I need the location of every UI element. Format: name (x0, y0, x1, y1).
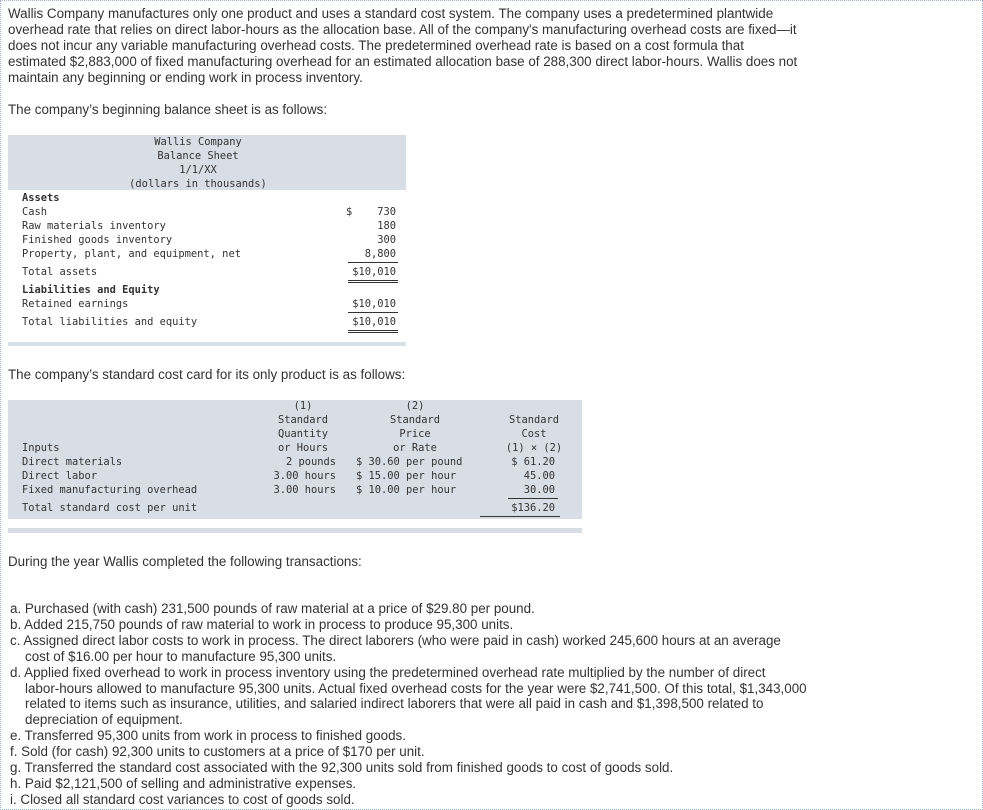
total-standard-cost-label: Total standard cost per unit (22, 502, 198, 514)
direct-materials-price: $ 30.60 per pound (356, 456, 463, 468)
transaction-line: related to items such as insurance, utilities, and salaried indirect laborers that were all paid in cash and $1,398,500 related to (25, 696, 764, 712)
ppe-underline (348, 262, 398, 263)
transaction-line: f. Sold (for cash) 92,300 units to customers at a price of $170 per unit. (10, 744, 425, 760)
col1-title-line: Standard (277, 414, 329, 426)
retained-earnings-underline (348, 312, 398, 313)
col2-title-line: Standard (389, 414, 441, 426)
raw-materials-value: 180 (377, 220, 396, 232)
direct-labor-label: Direct labor (22, 470, 98, 482)
intro-line: Wallis Company manufactures only one product and uses a standard cost system. The company uses a predetermined plantwide (8, 6, 774, 21)
fixed-overhead-underline (508, 498, 558, 499)
list-item (10, 792, 910, 808)
transaction-line: b. Added 215,750 pounds of raw material to work in process to produce 95,300 units. (10, 616, 514, 632)
liabilities-equity-heading: Liabilities and Equity (22, 284, 160, 296)
direct-materials-quantity: 2 pounds (285, 456, 336, 468)
cost-card-intro: The company’s standard cost card for its only product is as follows: (8, 367, 406, 382)
total-assets-label: Total assets (22, 266, 98, 278)
transaction-line: cost of $16.00 per hour to manufacture 95,300 units. (25, 648, 337, 664)
transaction-line: g. Transferred the standard cost associated with the 92,300 units sold from finished goods to cost of goods sold. (10, 760, 674, 776)
intro-line: does not incur any variable manufacturing overhead costs. The predetermined overhead rate is based on a cost formula that (8, 38, 744, 53)
cash-dollar-sign: $ (346, 206, 353, 218)
direct-labor-rate: $ 15.00 per hour (356, 470, 457, 482)
total-le-underline (348, 330, 398, 331)
statement-name: Balance Sheet (157, 150, 239, 162)
ppe-label: Property, plant, and equipment, net (22, 248, 241, 260)
transaction-line: e. Transferred 95,300 units from work in process to finished goods. (10, 728, 406, 744)
col2-number: (2) (405, 400, 425, 412)
list-item (10, 744, 910, 760)
list-item (10, 665, 910, 729)
list-item (10, 776, 910, 792)
intro-line: estimated $2,883,000 of fixed manufacturing overhead for an estimated allocation base of 288,300 direct labor-hours. Wallis does not (8, 54, 798, 69)
fixed-overhead-hours: 3.00 hours (273, 484, 336, 496)
list-item (10, 617, 910, 633)
ppe-value: 8,800 (364, 248, 396, 260)
statement-date: 1/1/XX (179, 164, 217, 176)
transaction-line: c. Assigned direct labor costs to work in process. The direct laborers (who were paid in cash) worked 245,600 hours at an average (10, 632, 781, 648)
transaction-line: d. Applied fixed overhead to work in process inventory using the predetermined overhead rate multiplied by the number of direct (10, 664, 766, 680)
list-item (10, 728, 910, 744)
statement-units: (dollars in thousands) (129, 178, 267, 190)
standard-cost-card-table (8, 400, 582, 534)
intro-paragraph (8, 6, 908, 86)
direct-labor-hours: 3.00 hours (273, 470, 336, 482)
total-le-value: $10,010 (352, 316, 396, 328)
col3-title-line: Standard (508, 414, 560, 426)
finished-goods-label: Finished goods inventory (22, 234, 173, 246)
transactions-intro: During the year Wallis completed the following transactions: (8, 554, 362, 569)
transaction-line: labor-hours allowed to manufacture 95,300 units. Actual fixed overhead costs for the year were $2,741,500. Of this total, $1,343,000 (25, 680, 807, 696)
finished-goods-value: 300 (377, 234, 396, 246)
inputs-heading: Inputs (22, 442, 60, 454)
transaction-line: i. Closed all standard cost variances to cost of goods sold. (10, 791, 355, 807)
total-le-label: Total liabilities and equity (22, 316, 198, 328)
fixed-overhead-cost: 30.00 (523, 484, 555, 496)
balance-sheet-footer-bar (8, 342, 406, 346)
total-standard-cost-value: $136.20 (511, 502, 555, 514)
intro-line: maintain any beginning or ending work in process inventory. (8, 70, 363, 85)
transaction-line: depreciation of equipment. (25, 712, 183, 728)
total-assets-underline (348, 280, 398, 281)
balance-sheet-intro: The company’s beginning balance sheet is as follows: (8, 102, 328, 117)
col1-number: (1) (293, 400, 313, 412)
retained-earnings-value: $10,010 (352, 298, 396, 310)
cash-value: 730 (377, 206, 396, 218)
assets-heading: Assets (22, 192, 60, 204)
total-standard-cost-underline (480, 516, 560, 517)
list-item (10, 601, 910, 617)
col3-title-line: Cost (521, 428, 547, 440)
raw-materials-label: Raw materials inventory (22, 220, 166, 232)
col2-title-line: or Rate (393, 442, 437, 454)
intro-line: overhead rate that relies on direct labor-hours as the allocation base. All of the company's manufacturing overhead costs are fixed—it (8, 22, 797, 37)
col2-title-line: Price (399, 428, 431, 440)
col3-formula: (1) × (2) (505, 442, 563, 454)
direct-materials-cost: $ 61.20 (511, 456, 555, 468)
fixed-overhead-rate: $ 10.00 per hour (356, 484, 457, 496)
transactions-list (10, 601, 910, 808)
total-assets-value: $10,010 (352, 266, 396, 278)
retained-earnings-label: Retained earnings (22, 298, 129, 310)
list-item (10, 760, 910, 776)
direct-labor-cost: 45.00 (523, 470, 555, 482)
company-name: Wallis Company (154, 136, 242, 148)
col1-title-line: or Hours (277, 442, 329, 454)
transaction-line: h. Paid $2,121,500 of selling and administrative expenses. (10, 775, 357, 791)
direct-materials-label: Direct materials (22, 456, 123, 468)
cash-label: Cash (22, 206, 48, 218)
total-assets-double-underline (348, 282, 398, 283)
total-le-double-underline (348, 332, 398, 333)
col1-title-line: Quantity (277, 428, 329, 440)
list-item (10, 633, 910, 665)
transaction-line: a. Purchased (with cash) 231,500 pounds of raw material at a price of $29.80 per pound. (10, 601, 535, 616)
cost-card-footer-bar (8, 528, 582, 533)
fixed-overhead-label: Fixed manufacturing overhead (22, 484, 198, 496)
balance-sheet-table (8, 135, 406, 346)
